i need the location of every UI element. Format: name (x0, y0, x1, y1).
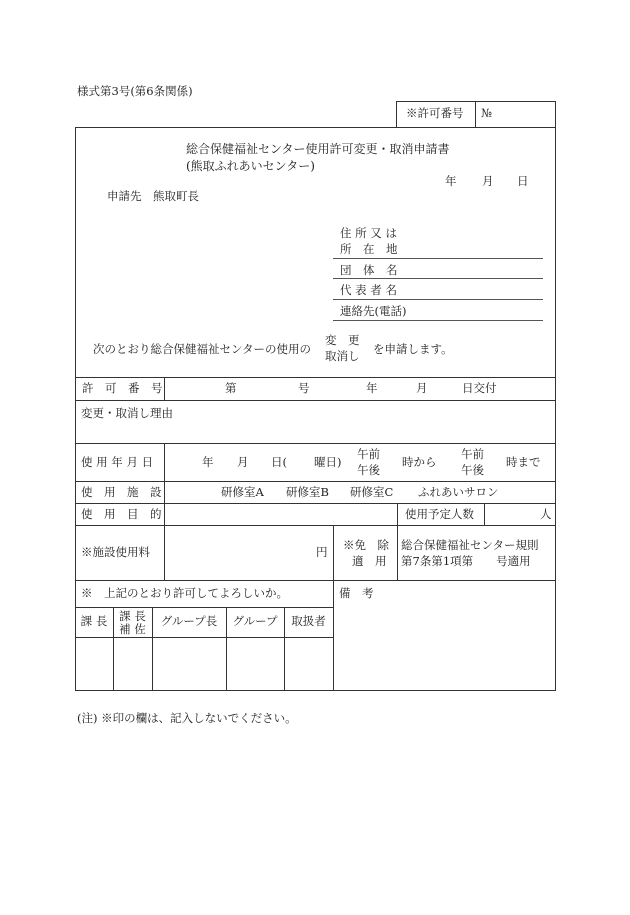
people-label: 使用予定人数 (405, 507, 474, 521)
stamp-kacho-hosa[interactable] (115, 639, 151, 688)
column-kacho: 課 長 (80, 614, 108, 628)
contact-field[interactable] (410, 302, 540, 319)
representative-label: 代 表 者 名 (340, 283, 397, 297)
column-handler: 取扱者 (291, 614, 326, 628)
facility-option[interactable]: 研修室C (350, 485, 394, 499)
usage-year: 年 (202, 455, 214, 469)
option-cancel[interactable]: 取消し (325, 349, 360, 363)
form-number: 様式第3号(第6条関係) (77, 84, 193, 98)
representative-field[interactable] (410, 282, 540, 298)
address-label-line1: 住 所 又 は (340, 226, 397, 240)
until-pm[interactable]: 午後 (461, 463, 484, 477)
group-name-field[interactable] (410, 261, 540, 277)
permit-go: 号 (298, 381, 310, 395)
from-am[interactable]: 午前 (357, 447, 380, 461)
date-month: 月 (482, 174, 494, 188)
facility-option[interactable]: ふれあいサロン (418, 485, 499, 499)
stamp-group[interactable] (228, 639, 283, 688)
permit-dai: 第 (225, 381, 237, 395)
usage-month: 月 (237, 455, 249, 469)
permit-number-field[interactable] (480, 103, 550, 125)
facility-option[interactable]: 研修室B (286, 485, 329, 499)
date-day: 日 (517, 174, 529, 188)
footnote: (注) ※印の欄は、記入しないでください。 (77, 711, 297, 725)
purpose-label: 使 用 目 的 (81, 507, 162, 521)
date-year: 年 (445, 174, 457, 188)
remarks-label: 備 考 (339, 586, 374, 600)
group-name-label: 団 体 名 (340, 263, 398, 277)
form-title: 総合保健福祉センター使用許可変更・取消申請書 (186, 142, 450, 156)
stamp-group-leader[interactable] (154, 639, 225, 688)
column-kacho-hosa: 課 長 補 佐 (119, 609, 146, 636)
until-am[interactable]: 午前 (461, 447, 484, 461)
until-label: 時まで (506, 455, 541, 469)
stamp-kacho[interactable] (77, 639, 112, 688)
people-unit: 人 (540, 507, 552, 521)
exempt-line2: 適 用 (352, 554, 387, 568)
from-label: 時から (402, 455, 437, 469)
facility-option[interactable]: 研修室A (221, 485, 264, 499)
exempt-line1: ※免 除 (343, 538, 389, 552)
from-pm[interactable]: 午後 (357, 463, 380, 477)
contact-label: 連絡先(電話) (340, 304, 407, 318)
addressee: 申請先 熊取町長 (107, 189, 199, 203)
approval-statement: ※ 上記のとおり許可してよろしいか。 (81, 586, 288, 600)
reason-field[interactable] (80, 422, 550, 441)
address-field[interactable] (410, 236, 540, 256)
permit-month: 月 (416, 381, 428, 395)
permit-issued: 日交付 (462, 381, 497, 395)
stamp-handler[interactable] (286, 639, 332, 688)
fee-yen: 円 (316, 545, 328, 559)
column-group-leader: グループ長 (160, 614, 218, 628)
fee-label: ※施設使用料 (81, 545, 150, 559)
people-field[interactable] (488, 506, 536, 523)
request-suffix: を申請します。 (373, 342, 453, 356)
rule-line2: 第7条第1項第 号適用 (401, 554, 531, 568)
reason-label: 変更・取消し理由 (81, 406, 173, 420)
usage-day-open: 日( (271, 455, 287, 469)
no-mark: № (481, 106, 492, 120)
rule-line1: 総合保健福祉センター規則 (401, 538, 539, 552)
usage-weekday: 曜日) (314, 455, 342, 469)
usage-date-label: 使 用 年 月 日 (81, 455, 154, 469)
request-prefix: 次のとおり総合保健福祉センターの使用の (93, 342, 312, 356)
permit-row-label: 許 可 番 号 (82, 381, 163, 395)
facility-label: 使 用 施 設 (81, 485, 162, 499)
option-change[interactable]: 変 更 (325, 333, 360, 347)
address-label-line2: 所 在 地 (340, 242, 398, 256)
remarks-field[interactable] (337, 604, 551, 686)
purpose-field[interactable] (168, 506, 393, 523)
form-subtitle: (熊取ふれあいセンター) (186, 159, 315, 173)
permit-year: 年 (366, 381, 378, 395)
column-group: グループ (232, 614, 278, 628)
permit-number-label: ※許可番号 (406, 106, 464, 120)
